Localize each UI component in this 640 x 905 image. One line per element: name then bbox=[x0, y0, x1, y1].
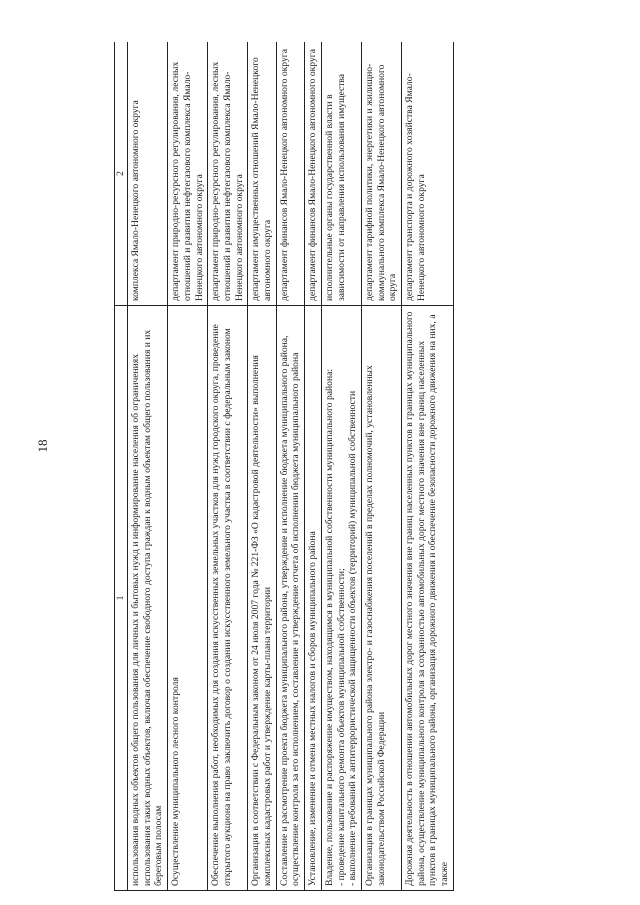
responsible-body-cell: комплекса Ямало-Ненецкого автономного округа bbox=[128, 42, 168, 306]
authority-cell: использования водных объектов общего пользования для личных и бытовых нужд и информирование населения об ограничениях использования таких водных объектов, включая обеспечение свободного доступа граждан к водным объектам общего пользования и их береговым полосам bbox=[128, 306, 168, 891]
authority-cell: Обеспечение выполнения работ, необходимых для создания искусственных земельных участков для нужд городского округа, проведение открытого аукциона на право заключить договор о создании искусственного земельного участка в соответствии с федеральным законом bbox=[208, 306, 248, 891]
table-row bbox=[305, 42, 322, 891]
table-row bbox=[276, 42, 304, 891]
authority-cell: Организация в границах муниципального района электро- и газоснабжения поселений в пределах полномочий, установленных законодательством Российской Федерации bbox=[361, 306, 401, 891]
rotated-table-frame bbox=[114, 42, 560, 891]
responsible-body-cell: департамент природно-ресурсного регулирования, лесных отношений и развития нефтегазового комплекса Ямало-Ненецкого автономного округа bbox=[208, 42, 248, 306]
responsible-body-cell: исполнительные органы государственной власти в зависимости от направления использования имущества bbox=[321, 42, 361, 306]
responsible-body-cell: департамент тарифной политики, энергетики и жилищно-коммунального комплекса Ямало-Ненецкого автономного округа bbox=[361, 42, 401, 306]
responsible-body-cell: департамент финансов Ямало-Ненецкого автономного округа bbox=[276, 42, 304, 306]
authority-cell: Организация в соответствии с Федеральным законом от 24 июля 2007 года № 221-ФЗ «О кадастровой деятельности» выполнения комплексных кадастровых работ и утверждение карты-плана территории bbox=[248, 306, 276, 891]
responsible-body-cell: департамент финансов Ямало-Ненецкого автономного округа bbox=[305, 42, 322, 306]
column-header: 2 bbox=[115, 42, 128, 306]
table-header-row bbox=[115, 42, 128, 891]
responsible-body-cell: департамент транспорта и дорожного хозяйства Ямало-Ненецкого автономного округа bbox=[402, 42, 454, 306]
authority-table bbox=[114, 42, 454, 891]
table-row bbox=[208, 42, 248, 891]
column-header: 1 bbox=[115, 306, 128, 891]
responsible-body-cell: департамент природно-ресурсного регулирования, лесных отношений и развития нефтегазового комплекса Ямало-Ненецкого автономного округа bbox=[168, 42, 208, 306]
table-row bbox=[168, 42, 208, 891]
table-row bbox=[248, 42, 276, 891]
table-row bbox=[402, 42, 454, 891]
responsible-body-cell: департамент имущественных отношений Ямало-Ненецкого автономного округа bbox=[248, 42, 276, 306]
authority-cell: Составление и рассмотрение проекта бюджета муниципального района, утверждение и исполнение бюджета муниципального района, осуществление контроля за его исполнением, составление и утверждение отчета об исполнении бюджета муниципального района bbox=[276, 306, 304, 891]
authority-cell: Установление, изменение и отмена местных налогов и сборов муниципального района bbox=[305, 306, 322, 891]
page-number: 18 bbox=[35, 439, 50, 453]
table-row bbox=[128, 42, 168, 891]
authority-cell: Дорожная деятельность в отношении автомобильных дорог местного значения вне границ населенных пунктов в границах муниципального района, осуществление муниципального контроля за сохранностью автомобильных дорог местного значения вне границ населенных пунктов в границах муниципального района, организация дорожного движения и обеспечение безопасности дорожного движения на них, а также bbox=[402, 306, 454, 891]
authority-cell: Владение, пользование и распоряжение имуществом, находящимся в муниципальной собственности муниципального района: - проведение капитального ремонта объектов муниципальной собственности; - выполнение требований к антитеррористической защищенности объектов (территорий) муниципальной собственности bbox=[321, 306, 361, 891]
rotated-table-container bbox=[114, 42, 560, 891]
table-row bbox=[321, 42, 361, 891]
table-row bbox=[361, 42, 401, 891]
authority-cell: Осуществление муниципального лесного контроля bbox=[168, 306, 208, 891]
